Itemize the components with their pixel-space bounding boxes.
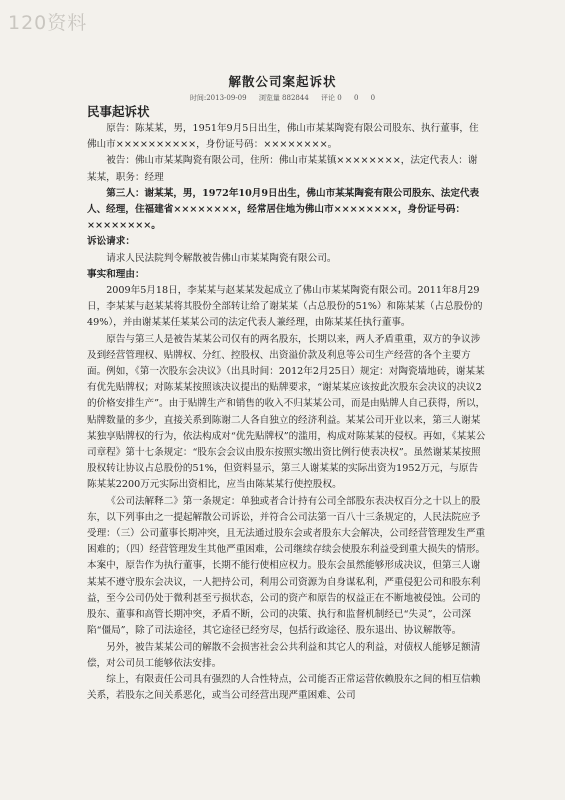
meta-counter-1[interactable]: 0 <box>353 94 359 102</box>
facts-heading: 事实和理由： <box>87 268 145 280</box>
third-party-paragraph: 第三人：谢某某，男，1972年10月9日出生，佛山市某某陶瓷有限公司股东、法定代表人、经理，住福建省××××××××，经常居住地为佛山市××××××××，身份证号码：××××××××。 <box>87 187 480 232</box>
plaintiff-paragraph: 原告：陈某某，男，1951年9月5日出生，佛山市某某陶瓷有限公司股东、执行董事，住佛山市××××××××××，身份证号码：××××××××。 <box>87 123 479 151</box>
document-body <box>87 103 487 704</box>
document-heading: 民事起诉状 <box>87 104 150 119</box>
facts-paragraph-1: 2009年5月18日，李某某与赵某某发起成立了佛山市某某陶瓷有限公司。2011年8月29日，李某某与赵某某将其股份全部转让给了谢某某（占总股份的51%）和陈某某（占总股份的49%），并由谢某某任某某公司的法定代表人兼经理，由陈某某任执行董事。 <box>87 285 483 329</box>
claims-heading: 诉讼请求： <box>87 236 135 248</box>
comment-count: 评论 0 <box>321 94 342 102</box>
watermark-logo: 120资料 <box>8 12 88 34</box>
facts-paragraph-4: 另外，被告某某公司的解散不会损害社会公共利益和其它人的利益，对债权人能够足额清偿，对公司员工能够依法安排。 <box>87 641 481 669</box>
defendant-paragraph: 被告：佛山市某某陶瓷有限公司，住所：佛山市某某镇××××××××，法定代表人：谢某某，职务：经理 <box>87 155 478 183</box>
claims-paragraph: 请求人民法院判令解散被告佛山市某某陶瓷有限公司。 <box>106 252 337 264</box>
facts-paragraph-5: 综上，有限责任公司具有强烈的人合性特点，公司能否正常运营依赖股东之间的相互信赖关系，若股东之间关系恶化，或当公司经营出现严重困难、公司 <box>87 673 481 702</box>
page-title: 解散公司案起诉状 <box>228 74 337 89</box>
publish-time: 时间:2013-09-09 <box>189 94 247 102</box>
facts-paragraph-2: 原告与第三人是被告某某公司仅有的两名股东，长期以来，两人矛盾重重，双方的争议涉及到经营管理权、贴牌权、分红、控股权、出资溢价款及利息等公司生产经营的各个主要方面。例如，《第一次股东会决议》（出具时间：2012年2月25日）规定：对陶瓷墙地砖，谢某某有优先贴牌权；对陈某某按照该决议提出的贴牌要求，“谢某某应该按此次股东会决议的决议2的价格安排生产”。由于贴牌生产和销售的收入不归某某公司，而是由贴牌人自己获得，所以，贴牌数量的多少，直接关系到陈谢二人各自独立的经济利益。某某公司开业以来，第三人谢某某独享贴牌权的行为，依法构成对“优先贴牌权”的滥用，构成对陈某某的侵权。再如，《某某公司章程》第十七条规定：“股东会会议由股东按照实缴出资比例行使表决权”。虽然谢某某按照股权转让协议占总股份的51%，但资料显示，第三人谢某某的实际出资为1952万元，与原告陈某某2200万元实际出资相比，应当由陈某某行使控股权。 <box>87 333 486 491</box>
view-count: 浏览量 882844 <box>258 94 309 102</box>
meta-counter-2[interactable]: 0 <box>370 94 376 102</box>
article-meta <box>0 93 565 103</box>
facts-paragraph-3: 《公司法解释二》第一条规定：单独或者合计持有公司全部股东表决权百分之十以上的股东，以下列事由之一提起解散公司诉讼，并符合公司法第一百八十三条规定的，人民法院应予受理：（三）公司董事长期冲突，且无法通过股东会或者股东大会解决，公司经营管理发生严重困难的；（四）经营管理发生其他严重困难，公司继续存续会使股东利益受到重大损失的情形。本案中，原告作为执行董事，长期不能行使相应权力。股东会虽然能够形成决议，但第三人谢某某不遵守股东会决议，一人把持公司，利用公司资源为自身谋私利，严重侵犯公司和股东利益，至今公司仍处于微利甚至亏损状态，公司的资产和原告的权益正在不断地被侵蚀。公司的股东、董事和高管长期冲突，矛盾不断，公司的决策、执行和监督机制经已“失灵”，公司深陷“僵局”，除了司法途径，其它途径已经穷尽，包括行政途径、股东退出、协议解散等。 <box>87 495 486 637</box>
